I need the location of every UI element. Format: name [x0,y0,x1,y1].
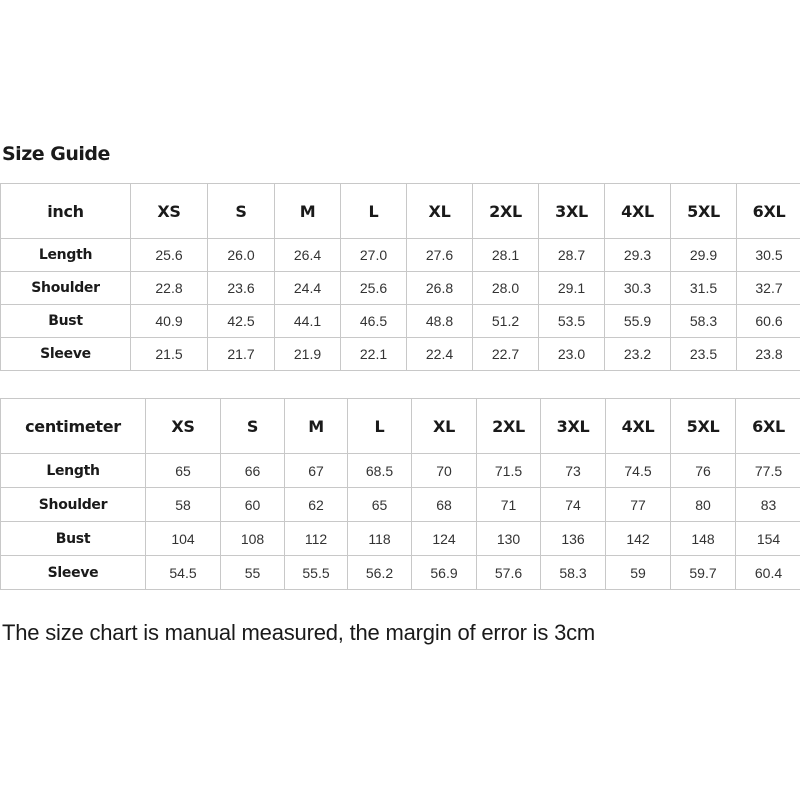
table-cell: 40.9 [131,305,208,338]
centimeter-size-table [0,398,800,590]
size-header: 5XL [671,399,736,454]
table-cell: 56.9 [412,556,477,590]
size-header: XS [131,184,208,239]
size-header: XS [146,399,221,454]
table-cell: 27.0 [341,239,407,272]
table-cell: 74 [541,488,606,522]
size-header: 2XL [473,184,539,239]
table-cell: 23.5 [671,338,737,371]
inch-size-table [0,183,800,371]
table-cell: 136 [541,522,606,556]
row-label: Shoulder [1,272,131,305]
table-cell: 46.5 [341,305,407,338]
size-header: 2XL [477,399,541,454]
table-cell: 104 [146,522,221,556]
table-cell: 29.9 [671,239,737,272]
row-label: Shoulder [1,488,146,522]
size-header: M [285,399,348,454]
table-cell: 77.5 [736,454,800,488]
table-cell: 42.5 [208,305,275,338]
table-cell: 21.9 [275,338,341,371]
table-cell: 48.8 [407,305,473,338]
table-cell: 65 [348,488,412,522]
row-label: Sleeve [1,556,146,590]
table-cell: 58.3 [541,556,606,590]
size-header: S [208,184,275,239]
table-row [1,454,800,488]
table-row [1,556,800,590]
table-cell: 51.2 [473,305,539,338]
table-cell: 31.5 [671,272,737,305]
table-cell: 68 [412,488,477,522]
unit-label: centimeter [1,399,146,454]
table-cell: 23.8 [737,338,800,371]
table-cell: 21.7 [208,338,275,371]
table-cell: 58 [146,488,221,522]
table-cell: 53.5 [539,305,605,338]
table-cell: 23.6 [208,272,275,305]
table-cell: 130 [477,522,541,556]
table-row [1,272,800,305]
table-cell: 60.6 [737,305,800,338]
table-cell: 70 [412,454,477,488]
table-cell: 28.1 [473,239,539,272]
table-cell: 26.8 [407,272,473,305]
table-cell: 55.9 [605,305,671,338]
size-header: 3XL [541,399,606,454]
table-cell: 25.6 [341,272,407,305]
table-cell: 74.5 [606,454,671,488]
measurement-note: The size chart is manual measured, the margin of error is 3cm [2,620,596,645]
table-row [1,522,800,556]
table-cell: 28.0 [473,272,539,305]
table-cell: 22.8 [131,272,208,305]
table-header-row [1,184,800,239]
table-cell: 65 [146,454,221,488]
table-cell: 24.4 [275,272,341,305]
table-cell: 30.3 [605,272,671,305]
table-row [1,338,800,371]
table-cell: 21.5 [131,338,208,371]
table-row [1,239,800,272]
table-cell: 124 [412,522,477,556]
table-cell: 112 [285,522,348,556]
table-cell: 142 [606,522,671,556]
row-label: Length [1,454,146,488]
size-header: 4XL [605,184,671,239]
size-header: XL [407,184,473,239]
table-cell: 154 [736,522,800,556]
table-cell: 55.5 [285,556,348,590]
table-cell: 29.1 [539,272,605,305]
table-cell: 23.0 [539,338,605,371]
table-cell: 148 [671,522,736,556]
page-title: Size Guide [2,143,110,165]
table-cell: 44.1 [275,305,341,338]
table-cell: 62 [285,488,348,522]
table-header-row [1,399,800,454]
table-cell: 77 [606,488,671,522]
table-cell: 59.7 [671,556,736,590]
size-header: 6XL [736,399,800,454]
table-cell: 83 [736,488,800,522]
size-header: XL [412,399,477,454]
table-cell: 32.7 [737,272,800,305]
table-cell: 67 [285,454,348,488]
table-cell: 71 [477,488,541,522]
table-cell: 73 [541,454,606,488]
size-header: L [348,399,412,454]
table-row [1,305,800,338]
table-cell: 56.2 [348,556,412,590]
row-label: Bust [1,305,131,338]
table-cell: 71.5 [477,454,541,488]
row-label: Bust [1,522,146,556]
table-cell: 22.1 [341,338,407,371]
table-cell: 27.6 [407,239,473,272]
table-cell: 55 [221,556,285,590]
table-cell: 22.4 [407,338,473,371]
table-cell: 68.5 [348,454,412,488]
table-cell: 23.2 [605,338,671,371]
size-header: L [341,184,407,239]
table-cell: 25.6 [131,239,208,272]
table-cell: 66 [221,454,285,488]
table-cell: 26.0 [208,239,275,272]
size-header: S [221,399,285,454]
table-cell: 54.5 [146,556,221,590]
table-cell: 76 [671,454,736,488]
table-cell: 29.3 [605,239,671,272]
table-cell: 58.3 [671,305,737,338]
size-header: 4XL [606,399,671,454]
size-header: 5XL [671,184,737,239]
table-cell: 60.4 [736,556,800,590]
table-cell: 22.7 [473,338,539,371]
size-header: 6XL [737,184,800,239]
size-header: 3XL [539,184,605,239]
table-row [1,488,800,522]
table-cell: 60 [221,488,285,522]
row-label: Length [1,239,131,272]
table-cell: 80 [671,488,736,522]
table-cell: 26.4 [275,239,341,272]
table-cell: 28.7 [539,239,605,272]
table-cell: 118 [348,522,412,556]
unit-label: inch [1,184,131,239]
table-cell: 57.6 [477,556,541,590]
table-cell: 30.5 [737,239,800,272]
table-cell: 59 [606,556,671,590]
table-cell: 108 [221,522,285,556]
row-label: Sleeve [1,338,131,371]
size-header: M [275,184,341,239]
